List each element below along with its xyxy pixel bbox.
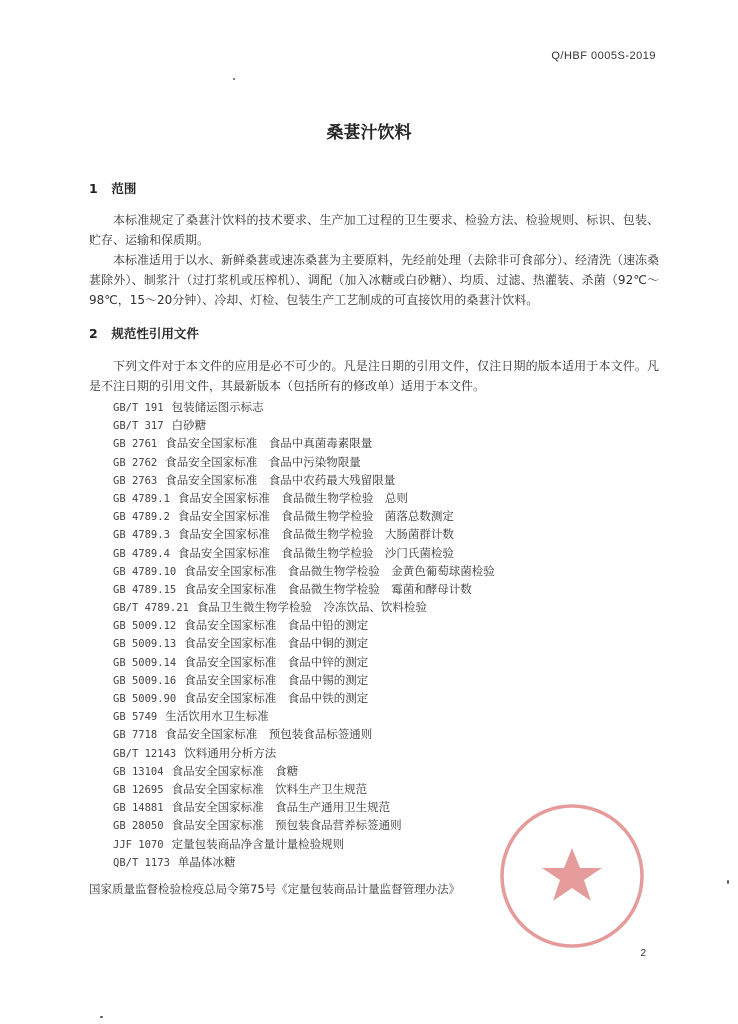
paragraph: 本标准规定了桑葚汁饮料的技术要求、生产加工过程的卫生要求、检验方法、检验规则、标识、包装、贮存、运输和保质期。: [89, 213, 659, 247]
reference-item: [113, 780, 495, 798]
reference-title: 食品安全国家标准 食品微生物学检验 霉菌和酵母计数: [184, 581, 472, 596]
reference-item: [113, 798, 495, 816]
reference-item: [113, 544, 495, 562]
reference-list: [113, 398, 495, 871]
reference-title: 食品安全国家标准 食品中铅的测定: [184, 618, 369, 633]
reference-title: 食品卫生微生物学检验 冷冻饮品、饮料检验: [196, 600, 427, 615]
reference-code: GB/T 191: [113, 402, 164, 414]
reference-code: GB 5009.90: [113, 693, 177, 705]
reference-code: GB 2763: [113, 474, 158, 487]
reference-code: JJF 1070: [113, 838, 164, 851]
reference-code: GB 2762: [113, 456, 158, 469]
section-number: 1: [89, 181, 98, 196]
reference-code: GB 14881: [113, 802, 164, 815]
reference-code: GB 2761: [113, 438, 158, 451]
reference-item: [113, 853, 495, 871]
reference-item: [113, 525, 495, 543]
reference-item: [113, 507, 495, 525]
reference-title: 食品安全国家标准 食品中铁的测定: [184, 691, 369, 705]
reference-item: [113, 835, 495, 853]
reference-item: [113, 398, 495, 416]
reference-title: 食品安全国家标准 食糖: [171, 763, 299, 778]
reference-title: 单晶体冰糖: [177, 854, 236, 869]
reference-title: 食品安全国家标准 食品微生物学检验 沙门氏菌检验: [177, 545, 454, 560]
reference-item: [113, 416, 495, 434]
reference-code: GB/T 317: [113, 420, 164, 433]
reference-item: [113, 616, 495, 634]
reference-code: GB 4789.15: [113, 583, 177, 596]
scan-speck: [233, 78, 235, 80]
page-number: 2: [640, 948, 646, 959]
reference-title: 食品安全国家标准 食品微生物学检验 大肠菌群计数: [177, 527, 454, 542]
reference-item: [113, 816, 495, 834]
page-title: 桑葚汁饮料: [326, 123, 412, 143]
reference-code: GB 4789.4: [113, 547, 170, 560]
reference-item: [113, 671, 495, 689]
reference-item: [113, 634, 495, 652]
company-seal-icon: [496, 800, 648, 952]
reference-code: GB 4789.1: [113, 492, 170, 505]
reference-item: [113, 689, 495, 707]
closing-reference: 国家质量监督检验检疫总局令第75号《定量包装商品计量监督管理办法》: [89, 882, 461, 896]
reference-code: GB 13104: [113, 765, 164, 778]
reference-item: [113, 762, 495, 780]
section-title: 范围: [111, 181, 137, 196]
section-2-heading: [89, 324, 199, 342]
reference-code: GB 4789.10: [113, 565, 177, 578]
reference-code: QB/T 1173: [113, 856, 170, 869]
section-1-heading: [89, 179, 136, 197]
reference-code: GB 5009.16: [113, 674, 177, 687]
section-number: 2: [89, 326, 98, 341]
paragraph: 本标准适用于以水、新鲜桑葚或速冻桑葚为主要原料，先经前处理（去除非可食部分）、经清洗（速冻桑葚除外）、制浆汁（过打浆机或压榨机）、调配（加入冰糖或白砂糖）、均质、过滤、热灌装、杀菌（92℃～98℃，15～20分钟）、冷却、灯检、包装生产工艺制成的可直接饮用的桑葚汁饮料。: [89, 253, 660, 307]
reference-code: GB 7718: [113, 729, 158, 742]
reference-item: [113, 453, 495, 471]
reference-code: GB 4789.2: [113, 511, 170, 524]
reference-item: [113, 707, 495, 725]
reference-code: GB/T 12143: [113, 747, 177, 760]
reference-item: [113, 744, 495, 762]
reference-title: 食品安全国家标准 食品微生物学检验 总则: [177, 490, 408, 505]
reference-title: 食品安全国家标准 食品中锡的测定: [184, 672, 369, 687]
reference-code: GB 28050: [113, 820, 164, 833]
reference-title: 食品安全国家标准 食品中锌的测定: [184, 654, 369, 669]
reference-code: GB 5009.14: [113, 656, 177, 669]
reference-title: 食品安全国家标准 饮料生产卫生规范: [171, 781, 368, 796]
reference-title: 食品安全国家标准 食品微生物学检验 金黄色葡萄球菌检验: [184, 563, 495, 578]
reference-item: [113, 598, 495, 616]
reference-code: GB 5009.12: [113, 620, 177, 633]
reference-title: 食品安全国家标准 食品中污染物限量: [165, 454, 361, 469]
reference-title: 食品安全国家标准 食品中真菌毒素限量: [165, 436, 373, 451]
document-number: Q/HBF 0005S-2019: [551, 50, 656, 62]
reference-title: 饮料通用分析方法: [184, 745, 277, 760]
reference-code: GB/T 4789.21: [113, 602, 189, 615]
reference-item: [113, 489, 495, 507]
reference-title: 定量包装商品净含量计量检验规则: [171, 836, 345, 851]
reference-title: 食品安全国家标准 预包装食品标签通则: [165, 727, 373, 742]
reference-title: 生活饮用水卫生标准: [165, 709, 269, 724]
scan-speck: [100, 1016, 103, 1018]
reference-title: 食品安全国家标准 预包装食品营养标签通则: [171, 818, 402, 833]
reference-code: GB 4789.3: [113, 529, 170, 542]
seal-star: [542, 848, 602, 901]
reference-item: [113, 562, 495, 580]
reference-item: [113, 471, 495, 489]
reference-title: 食品安全国家标准 食品微生物学检验 菌落总数测定: [177, 509, 454, 524]
reference-title: 食品安全国家标准 食品中农药最大残留限量: [165, 472, 396, 487]
reference-item: [113, 725, 495, 743]
reference-code: GB 5749: [113, 711, 158, 724]
reference-title: 白砂糖: [171, 418, 207, 433]
reference-item: [113, 580, 495, 598]
reference-code: GB 5009.13: [113, 638, 177, 651]
reference-title: 食品安全国家标准 食品生产通用卫生规范: [171, 800, 391, 815]
reference-title: 食品安全国家标准 食品中铜的测定: [184, 636, 369, 651]
reference-code: GB 12695: [113, 783, 164, 796]
section-title: 规范性引用文件: [111, 326, 199, 341]
reference-title: 包装储运图示标志: [171, 400, 264, 414]
reference-item: [113, 434, 495, 452]
reference-item: [113, 653, 495, 671]
scan-speck: [727, 880, 729, 884]
paragraph: 下列文件对于本文件的应用是必不可少的。凡是注日期的引用文件，仅注日期的版本适用于本文件。凡是不注日期的引用文件，其最新版本（包括所有的修改单）适用于本文件。: [89, 359, 659, 393]
